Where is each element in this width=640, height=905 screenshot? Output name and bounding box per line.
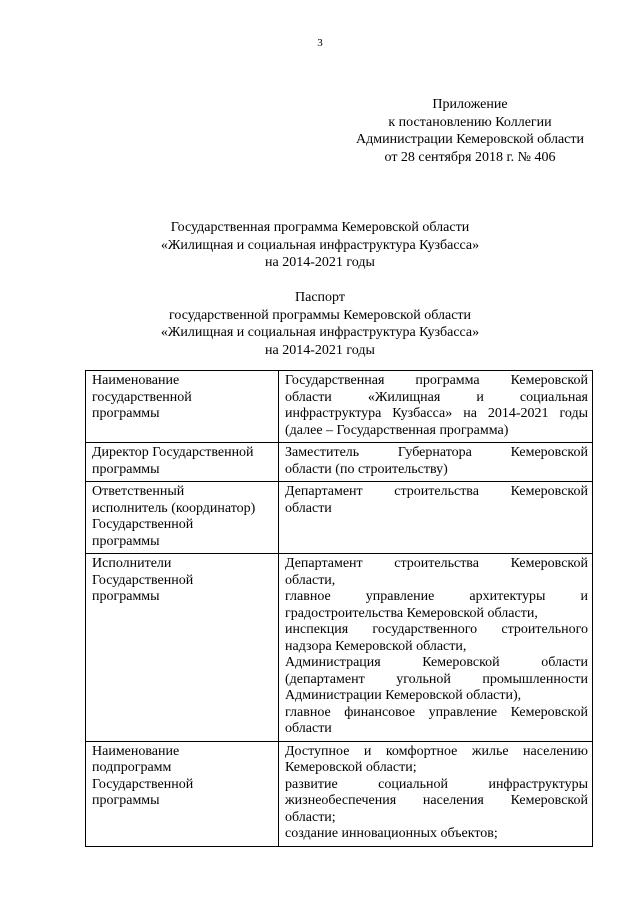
label-line: Исполнители xyxy=(92,556,172,571)
table-row xyxy=(86,554,593,742)
value-line: области xyxy=(285,500,332,516)
table-row xyxy=(86,741,593,846)
row-label xyxy=(86,482,279,554)
passport-title-line: на 2014-2021 годы xyxy=(265,342,375,358)
appendix-block xyxy=(320,96,620,166)
row-label xyxy=(86,741,279,846)
label-line: исполнитель (координатор) xyxy=(92,500,256,516)
value-line: области (по строительству) xyxy=(285,461,448,477)
program-title-line: на 2014-2021 годы xyxy=(265,255,375,270)
value-line: создание инновационных объектов; xyxy=(285,826,498,841)
label-line: Государственной xyxy=(92,517,194,532)
value-line: Доступное и комфортное жилье населению xyxy=(285,743,588,759)
passport-title xyxy=(0,289,640,359)
row-label xyxy=(86,554,279,742)
row-label xyxy=(86,443,279,482)
program-title-line: «Жилищная и социальная инфраструктура Кузбасса» xyxy=(160,237,480,253)
label-line: программы xyxy=(92,589,160,604)
passport-title-line: «Жилищная и социальная инфраструктура Кузбасса» xyxy=(160,325,480,340)
value-line: области xyxy=(285,721,332,736)
label-line: программы xyxy=(92,793,160,808)
value-line: Администрация Кемеровской области xyxy=(285,655,588,670)
value-line: инфраструктура Кузбасса» на 2014-2021 годы xyxy=(285,406,588,421)
label-line: программы xyxy=(92,533,160,549)
value-line: области; xyxy=(285,809,336,825)
table-row xyxy=(86,371,593,443)
page-number: 3 xyxy=(317,37,323,49)
value-line: развитие социальной инфраструктуры xyxy=(285,776,588,792)
row-value xyxy=(279,741,593,846)
value-line: Департамент строительства Кемеровской xyxy=(285,556,588,571)
value-line: Департамент строительства Кемеровской xyxy=(285,484,588,499)
label-line: программы xyxy=(92,406,160,421)
value-line: (далее – Государственная программа) xyxy=(285,422,509,438)
row-value xyxy=(279,371,593,443)
value-line: жизнеобеспечения населения Кемеровской xyxy=(285,793,588,808)
passport-title-line: Паспорт xyxy=(295,290,345,305)
value-line: Заместитель Губернатора Кемеровской xyxy=(285,445,588,460)
program-title xyxy=(0,219,640,272)
label-line: Государственной xyxy=(92,572,194,588)
appendix-line: от 28 сентября 2018 г. № 406 xyxy=(384,149,556,165)
passport-table-body xyxy=(86,371,593,847)
row-label xyxy=(86,371,279,443)
appendix-line: Приложение xyxy=(432,97,508,112)
program-title-line: Государственная программа Кемеровской области xyxy=(170,220,470,235)
value-line: (департамент угольной промышленности xyxy=(285,671,588,687)
label-line: государственной xyxy=(92,389,192,405)
table-row xyxy=(86,443,593,482)
value-line: Кемеровской области; xyxy=(285,760,417,775)
label-line: Наименование xyxy=(92,373,180,388)
label-line: Директор Государственной xyxy=(92,445,254,460)
value-line: градостроительства Кемеровской области, xyxy=(285,605,538,621)
value-line: области, xyxy=(285,572,336,588)
value-line: Государственная программа Кемеровской xyxy=(285,373,588,388)
label-line: подпрограмм xyxy=(92,760,172,775)
value-line: инспекция государственного строительного xyxy=(285,622,588,637)
appendix-line: к постановлению Коллегии xyxy=(388,114,552,130)
row-value xyxy=(279,482,593,554)
table-row xyxy=(86,482,593,554)
value-line: главное управление архитектуры и xyxy=(285,589,588,604)
value-line: Администрации Кемеровской области), xyxy=(285,688,522,703)
label-line: программы xyxy=(92,461,160,477)
value-line: области «Жилищная и социальная xyxy=(285,389,588,405)
label-line: Ответственный xyxy=(92,484,185,499)
label-line: Государственной xyxy=(92,776,194,792)
label-line: Наименование xyxy=(92,743,180,759)
row-value xyxy=(279,443,593,482)
passport-title-line: государственной программы Кемеровской области xyxy=(168,307,472,323)
row-value xyxy=(279,554,593,742)
appendix-line: Администрации Кемеровской области xyxy=(356,132,584,147)
value-line: главное финансовое управление Кемеровской xyxy=(285,704,588,720)
value-line: надзора Кемеровской области, xyxy=(285,638,467,654)
passport-table xyxy=(85,370,593,847)
